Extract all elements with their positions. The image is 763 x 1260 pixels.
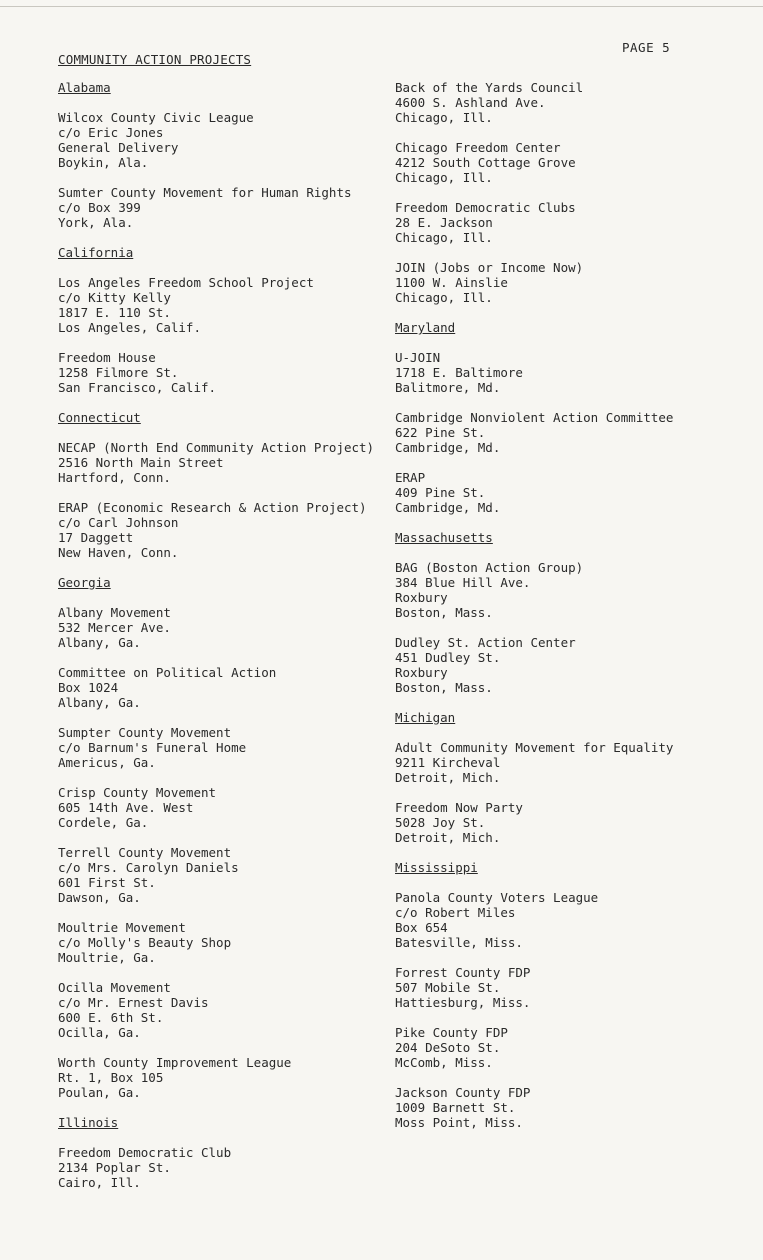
state-section (58, 410, 388, 560)
address-line: 601 First St. (58, 875, 156, 890)
organization-name: Crisp County Movement (58, 785, 217, 800)
address-line: 600 E. 6th St. (58, 1010, 164, 1025)
address-entry (58, 185, 388, 230)
address-line: 4212 South Cottage Grove (395, 155, 576, 170)
address-line: Chicago, Ill. (395, 290, 493, 305)
address-line: Albany, Ga. (58, 695, 141, 710)
address-entry (58, 1145, 388, 1190)
organization-name: Wilcox County Civic League (58, 110, 254, 125)
address-entry (395, 560, 725, 620)
address-entry (395, 1025, 725, 1070)
organization-name: Worth County Improvement League (58, 1055, 292, 1070)
address-entry (58, 920, 388, 965)
address-entry (395, 200, 725, 245)
address-entry (58, 350, 388, 395)
section-heading: Connecticut (58, 410, 141, 425)
organization-name: Sumter County Movement for Human Rights (58, 185, 352, 200)
address-entry (58, 440, 388, 485)
address-line: 5028 Joy St. (395, 815, 486, 830)
organization-name: Ocilla Movement (58, 980, 171, 995)
address-entry (395, 740, 725, 785)
address-entry (58, 785, 388, 830)
address-line: Boston, Mass. (395, 680, 493, 695)
address-line: c/o Kitty Kelly (58, 290, 171, 305)
state-section (58, 575, 388, 1100)
section-heading: Georgia (58, 575, 111, 590)
address-line: c/o Mr. Ernest Davis (58, 995, 209, 1010)
address-line: 507 Mobile St. (395, 980, 501, 995)
address-line: 1258 Filmore St. (58, 365, 179, 380)
address-line: Boykin, Ala. (58, 155, 149, 170)
address-line: York, Ala. (58, 215, 134, 230)
address-line: Cambridge, Md. (395, 500, 501, 515)
state-section (395, 320, 725, 515)
address-line: Cordele, Ga. (58, 815, 149, 830)
address-entry (58, 845, 388, 905)
page-number: PAGE 5 (622, 40, 671, 55)
address-line: Roxbury (395, 590, 448, 605)
address-line: 17 Daggett (58, 530, 134, 545)
address-line: Balitmore, Md. (395, 380, 501, 395)
address-line: Roxbury (395, 665, 448, 680)
organization-name: ERAP (395, 470, 426, 485)
address-line: McComb, Miss. (395, 1055, 493, 1070)
address-line: Ocilla, Ga. (58, 1025, 141, 1040)
left-column (58, 80, 388, 1205)
organization-name: Forrest County FDP (395, 965, 531, 980)
organization-name: Sumpter County Movement (58, 725, 232, 740)
address-line: c/o Barnum's Funeral Home (58, 740, 247, 755)
address-line: Chicago, Ill. (395, 110, 493, 125)
address-line: Cambridge, Md. (395, 440, 501, 455)
address-line: Detroit, Mich. (395, 830, 501, 845)
address-line: 1100 W. Ainslie (395, 275, 508, 290)
address-line: New Haven, Conn. (58, 545, 179, 560)
address-entry (58, 500, 388, 560)
organization-name: Panola County Voters League (395, 890, 599, 905)
address-line: Chicago, Ill. (395, 170, 493, 185)
address-line: Los Angeles, Calif. (58, 320, 201, 335)
address-line: Box 1024 (58, 680, 119, 695)
address-line: Hartford, Conn. (58, 470, 171, 485)
organization-name: Pike County FDP (395, 1025, 508, 1040)
address-line: Box 654 (395, 920, 448, 935)
address-line: Moultrie, Ga. (58, 950, 156, 965)
section-heading: Illinois (58, 1115, 119, 1130)
address-entry (58, 725, 388, 770)
address-entry (58, 275, 388, 335)
address-line: Albany, Ga. (58, 635, 141, 650)
address-entry (395, 260, 725, 305)
address-line: c/o Mrs. Carolyn Daniels (58, 860, 239, 875)
address-line: General Delivery (58, 140, 179, 155)
address-entry (58, 980, 388, 1040)
organization-name: Freedom Democratic Clubs (395, 200, 576, 215)
address-entry (395, 350, 725, 395)
address-line: Detroit, Mich. (395, 770, 501, 785)
state-section (395, 530, 725, 695)
organization-name: Jackson County FDP (395, 1085, 531, 1100)
organization-name: Freedom Now Party (395, 800, 523, 815)
state-section (58, 1115, 388, 1190)
address-line: Dawson, Ga. (58, 890, 141, 905)
address-line: 4600 S. Ashland Ave. (395, 95, 546, 110)
state-section (395, 860, 725, 1130)
address-entry (58, 605, 388, 650)
address-entry (58, 110, 388, 170)
address-entry (395, 80, 725, 125)
address-entry (395, 410, 725, 455)
organization-name: Dudley St. Action Center (395, 635, 576, 650)
top-rule (0, 6, 763, 7)
address-line: San Francisco, Calif. (58, 380, 217, 395)
organization-name: U-JOIN (395, 350, 441, 365)
address-line: 384 Blue Hill Ave. (395, 575, 531, 590)
organization-name: JOIN (Jobs or Income Now) (395, 260, 584, 275)
address-line: Cairo, Ill. (58, 1175, 141, 1190)
state-section (58, 80, 388, 230)
address-line: 451 Dudley St. (395, 650, 501, 665)
address-line: c/o Molly's Beauty Shop (58, 935, 232, 950)
address-line: c/o Eric Jones (58, 125, 164, 140)
organization-name: NECAP (North End Community Action Project) (58, 440, 375, 455)
address-entry (58, 1055, 388, 1100)
address-line: 2134 Poplar St. (58, 1160, 171, 1175)
section-heading: California (58, 245, 134, 260)
address-line: 204 DeSoto St. (395, 1040, 501, 1055)
state-section (58, 245, 388, 395)
organization-name: Adult Community Movement for Equality (395, 740, 674, 755)
address-entry (395, 965, 725, 1010)
address-line: 1009 Barnett St. (395, 1100, 516, 1115)
organization-name: ERAP (Economic Research & Action Project) (58, 500, 367, 515)
address-line: Batesville, Miss. (395, 935, 523, 950)
organization-name: BAG (Boston Action Group) (395, 560, 584, 575)
section-heading: Massachusetts (395, 530, 493, 545)
address-line: 2516 North Main Street (58, 455, 224, 470)
address-entry (395, 890, 725, 950)
document-title: COMMUNITY ACTION PROJECTS (58, 52, 252, 67)
address-entry (395, 800, 725, 845)
organization-name: Back of the Yards Council (395, 80, 584, 95)
address-line: c/o Robert Miles (395, 905, 516, 920)
address-line: Poulan, Ga. (58, 1085, 141, 1100)
organization-name: Cambridge Nonviolent Action Committee (395, 410, 674, 425)
organization-name: Albany Movement (58, 605, 171, 620)
address-line: 9211 Kircheval (395, 755, 501, 770)
address-line: Chicago, Ill. (395, 230, 493, 245)
organization-name: Los Angeles Freedom School Project (58, 275, 314, 290)
address-line: c/o Carl Johnson (58, 515, 179, 530)
address-line: c/o Box 399 (58, 200, 141, 215)
address-line: Boston, Mass. (395, 605, 493, 620)
address-line: 1718 E. Baltimore (395, 365, 523, 380)
address-entry (58, 665, 388, 710)
address-line: 605 14th Ave. West (58, 800, 194, 815)
address-line: Americus, Ga. (58, 755, 156, 770)
organization-name: Chicago Freedom Center (395, 140, 561, 155)
address-entry (395, 470, 725, 515)
address-line: 622 Pine St. (395, 425, 486, 440)
address-entry (395, 140, 725, 185)
organization-name: Terrell County Movement (58, 845, 232, 860)
address-line: 28 E. Jackson (395, 215, 493, 230)
address-line: 1817 E. 110 St. (58, 305, 171, 320)
organization-name: Moultrie Movement (58, 920, 186, 935)
right-column (395, 80, 725, 1145)
organization-name: Freedom House (58, 350, 156, 365)
section-heading: Alabama (58, 80, 111, 95)
address-line: Hattiesburg, Miss. (395, 995, 531, 1010)
organization-name: Freedom Democratic Club (58, 1145, 232, 1160)
address-line: Rt. 1, Box 105 (58, 1070, 164, 1085)
organization-name: Committee on Political Action (58, 665, 277, 680)
state-section (395, 80, 725, 305)
address-line: 409 Pine St. (395, 485, 486, 500)
address-line: Moss Point, Miss. (395, 1115, 523, 1130)
address-entry (395, 635, 725, 695)
address-entry (395, 1085, 725, 1130)
section-heading: Mississippi (395, 860, 478, 875)
section-heading: Michigan (395, 710, 456, 725)
address-line: 532 Mercer Ave. (58, 620, 171, 635)
section-heading: Maryland (395, 320, 456, 335)
state-section (395, 710, 725, 845)
